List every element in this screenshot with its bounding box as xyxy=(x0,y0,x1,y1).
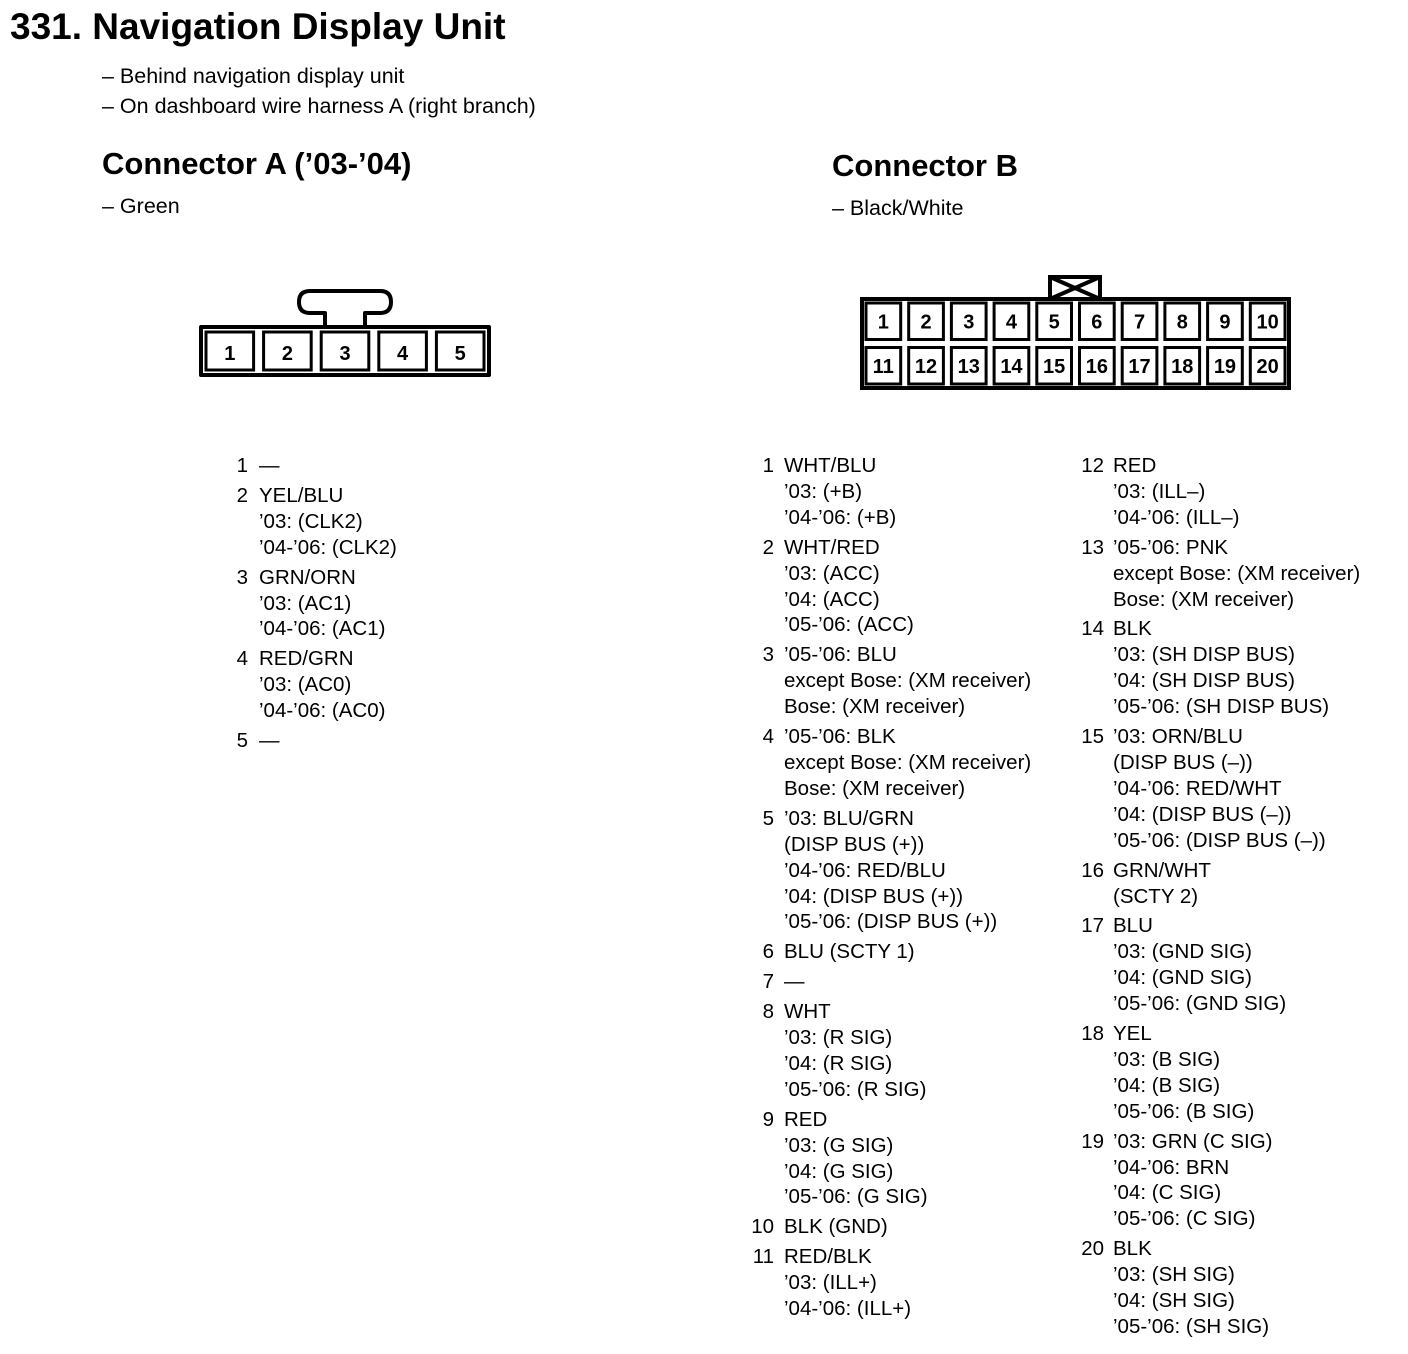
pin-entry xyxy=(218,453,397,479)
connector-b-pin-list-right xyxy=(1068,453,1360,1344)
pin-detail-line: (SCTY 2) xyxy=(1113,884,1199,908)
pin-number: 3 xyxy=(236,565,248,589)
pin-number: 11 xyxy=(752,1245,774,1269)
pin-detail-line: except Bose: (XM receiver) xyxy=(784,750,1032,774)
connector-b-cavity-label: 8 xyxy=(1176,311,1188,334)
connector-b-pin-list-left xyxy=(740,453,1031,1326)
connector-b-cavity-label: 6 xyxy=(1091,311,1103,334)
pin-detail-line: ’03: (SH DISP BUS) xyxy=(1113,643,1295,667)
pin-detail-line: except Bose: (XM receiver) xyxy=(784,669,1032,693)
connector-b-cavity-label: 3 xyxy=(963,311,975,334)
pin-number: 13 xyxy=(1081,535,1104,559)
pin-detail-line: ’03: ORN/BLU xyxy=(1113,725,1243,749)
connector-a-pin-list xyxy=(218,453,397,758)
pin-detail-line: ’04-’06: (ILL+) xyxy=(784,1297,912,1321)
pin-number: 4 xyxy=(762,725,774,749)
connector-b-cavity-label: 4 xyxy=(1005,311,1018,334)
pin-entry xyxy=(740,806,1031,936)
pin-number: 16 xyxy=(1081,858,1104,882)
connector-b-face xyxy=(856,272,1296,397)
pin-detail-line: BLK (GND) xyxy=(784,1215,888,1239)
pin-detail-line: ’03: (+B) xyxy=(784,479,863,503)
pin-entry xyxy=(740,453,1031,531)
pin-number: 3 xyxy=(762,643,774,667)
connector-b-cavity-label: 18 xyxy=(1171,355,1194,378)
pin-detail-line: (DISP BUS (+)) xyxy=(784,832,925,856)
connector-b-cavity-label: 19 xyxy=(1213,355,1237,378)
pin-entry xyxy=(1068,616,1360,720)
pin-detail-line: ’04: (R SIG) xyxy=(784,1051,893,1075)
pin-detail-line: ’03: (GND SIG) xyxy=(1113,940,1252,964)
pin-entry xyxy=(740,999,1031,1103)
pin-detail-line: ’04-’06: (AC0) xyxy=(259,699,386,723)
pin-detail-line: RED/GRN xyxy=(259,647,354,671)
pin-detail-line: ’03: (ACC) xyxy=(784,561,880,585)
pin-entry xyxy=(218,483,397,561)
connector-b-cavity-label: 7 xyxy=(1133,311,1146,334)
pin-number: 5 xyxy=(236,729,248,753)
pin-number: 2 xyxy=(762,535,774,559)
pin-detail-line: ’04-’06: RED/BLU xyxy=(784,858,946,882)
pin-detail-line: — xyxy=(259,454,280,477)
pin-number: 1 xyxy=(762,454,774,477)
pin-detail-line: ’03: (G SIG) xyxy=(784,1133,894,1157)
pin-detail-line: ’03: (CLK2) xyxy=(259,509,363,533)
pin-number: 12 xyxy=(1081,454,1104,477)
connector-b-cavity-label: 14 xyxy=(1000,355,1023,378)
pin-detail-line: ’04: (B SIG) xyxy=(1113,1073,1221,1097)
pin-detail-line: WHT/BLU xyxy=(784,454,877,477)
pin-detail-line: GRN/ORN xyxy=(259,565,356,589)
pin-detail-line: Bose: (XM receiver) xyxy=(784,695,966,719)
pin-detail-line: ’05-’06: (GND SIG) xyxy=(1113,992,1287,1016)
pin-number: 5 xyxy=(762,806,774,830)
connector-b-cavity-label: 15 xyxy=(1043,355,1066,378)
pin-number: 20 xyxy=(1081,1237,1104,1261)
pin-entry xyxy=(218,646,397,724)
pin-detail-line: ’04: (ACC) xyxy=(784,587,880,611)
pin-detail-line: ’03: (R SIG) xyxy=(784,1026,893,1050)
connector-b-color: – Black/White xyxy=(832,196,964,220)
connector-a-cavity-label: 2 xyxy=(281,343,293,365)
pin-entry xyxy=(218,565,397,643)
connector-b-cavity-label: 16 xyxy=(1085,355,1108,378)
pin-detail-line: BLU (SCTY 1) xyxy=(784,940,915,964)
pin-detail-line: except Bose: (XM receiver) xyxy=(1113,561,1361,585)
pin-entry xyxy=(740,1214,1031,1240)
pin-detail-line: ’05-’06: BLK xyxy=(784,725,896,749)
pin-detail-line: ’03: (SH SIG) xyxy=(1113,1263,1235,1287)
pin-detail-line: ’04-’06: BRN xyxy=(1113,1155,1230,1179)
pin-entry xyxy=(1068,1129,1360,1233)
pin-entry xyxy=(740,939,1031,965)
pin-detail-line: ’05-’06: (DISP BUS (+)) xyxy=(784,910,998,934)
pin-detail-line: — xyxy=(259,729,280,753)
pin-detail-line: ’03: (AC0) xyxy=(259,673,352,697)
pin-entry xyxy=(740,724,1031,802)
pin-number: 1 xyxy=(236,454,248,477)
pin-detail-line: ’04: (G SIG) xyxy=(784,1159,894,1183)
pin-detail-line: YEL/BLU xyxy=(259,483,344,507)
pin-number: 18 xyxy=(1081,1022,1104,1046)
pin-detail-line: ’04: (SH DISP BUS) xyxy=(1113,669,1295,693)
connector-a-title: Connector A (’03-’04) xyxy=(102,146,412,181)
pin-number: 15 xyxy=(1081,725,1104,749)
pin-detail-line: ’05-’06: (G SIG) xyxy=(784,1185,928,1209)
pin-entry xyxy=(1068,1021,1360,1125)
pin-number: 7 xyxy=(762,970,774,994)
connector-b-cavity-label: 1 xyxy=(877,311,889,334)
pin-number: 14 xyxy=(1081,617,1104,641)
pin-detail-line: BLU xyxy=(1113,914,1153,938)
pin-entry xyxy=(740,1107,1031,1211)
pin-entry xyxy=(740,642,1031,720)
pin-detail-line: BLK xyxy=(1113,1237,1152,1261)
pin-number: 17 xyxy=(1081,914,1104,938)
pin-entry xyxy=(1068,913,1360,1017)
connector-b-cavity-label: 20 xyxy=(1256,355,1279,378)
pin-number: 9 xyxy=(762,1107,774,1131)
connector-b-title: Connector B xyxy=(832,148,1018,183)
pin-entry xyxy=(740,535,1031,639)
connector-b-cavity-label: 5 xyxy=(1048,311,1060,334)
pin-detail-line: ’04: (DISP BUS (–)) xyxy=(1113,802,1292,826)
pin-detail-line: ’04: (DISP BUS (+)) xyxy=(784,884,964,908)
connector-b-cavity-label: 11 xyxy=(872,355,894,378)
connector-a-color: – Green xyxy=(102,194,180,218)
connector-b-cavity-label: 10 xyxy=(1256,311,1279,334)
pin-detail-line: RED xyxy=(1113,454,1157,477)
pin-entry xyxy=(218,728,397,754)
pin-detail-line: GRN/WHT xyxy=(1113,858,1211,882)
pin-detail-line: ’05-’06: (C SIG) xyxy=(1113,1207,1256,1231)
pin-entry xyxy=(1068,1236,1360,1340)
connector-a-cavity-label: 5 xyxy=(454,343,466,365)
location-notes xyxy=(102,61,536,121)
pin-entry xyxy=(1068,535,1360,613)
pin-detail-line: ’05-’06: (SH SIG) xyxy=(1113,1315,1270,1338)
pin-number: 6 xyxy=(762,940,774,964)
pin-detail-line: — xyxy=(784,970,805,994)
pin-detail-line: ’04-’06: (ILL–) xyxy=(1113,505,1240,529)
pin-entry xyxy=(740,1244,1031,1322)
pin-detail-line: ’04-’06: (+B) xyxy=(784,505,897,529)
pin-number: 19 xyxy=(1081,1129,1104,1153)
pin-detail-line: ’04: (SH SIG) xyxy=(1113,1289,1235,1313)
pin-detail-line: ’03: (AC1) xyxy=(259,591,352,615)
pin-detail-line: ’04-’06: RED/WHT xyxy=(1113,776,1282,800)
pin-detail-line: Bose: (XM receiver) xyxy=(784,776,966,800)
pin-detail-line: ’04: (C SIG) xyxy=(1113,1181,1222,1205)
pin-detail-line: Bose: (XM receiver) xyxy=(1113,587,1295,611)
pin-number: 2 xyxy=(236,483,248,507)
pin-entry xyxy=(740,969,1031,995)
page-title: 331. Navigation Display Unit xyxy=(10,6,506,47)
pin-detail-line: ’04: (GND SIG) xyxy=(1113,966,1252,990)
connector-a-cavity-label: 3 xyxy=(339,343,351,365)
connector-a-cavity-label: 1 xyxy=(224,343,236,365)
location-note: – Behind navigation display unit xyxy=(102,64,405,88)
pin-detail-line: ’05-’06: (ACC) xyxy=(784,613,914,637)
pin-detail-line: RED xyxy=(784,1107,828,1131)
pin-detail-line: ’04-’06: (AC1) xyxy=(259,617,386,641)
pin-detail-line: ’03: (ILL–) xyxy=(1113,479,1206,503)
pin-detail-line: (DISP BUS (–)) xyxy=(1113,750,1253,774)
pin-detail-line: ’05-’06: (SH DISP BUS) xyxy=(1113,695,1330,719)
pin-number: 4 xyxy=(236,647,248,671)
pin-entry xyxy=(1068,858,1360,910)
pin-number: 10 xyxy=(751,1215,774,1239)
pin-detail-line: ’05-’06: BLU xyxy=(784,643,897,667)
connector-b-cavity-label: 17 xyxy=(1128,355,1151,378)
connector-b-cavity-label: 12 xyxy=(914,355,938,378)
connector-b-cavity-label: 13 xyxy=(957,355,980,378)
pin-entry xyxy=(1068,453,1360,531)
connector-a-cavity-label: 4 xyxy=(397,343,409,365)
pin-detail-line: RED/BLK xyxy=(784,1245,872,1269)
pin-detail-line: ’05-’06: PNK xyxy=(1113,535,1229,559)
pin-detail-line: ’03: BLU/GRN xyxy=(784,806,914,830)
connector-b-cavity-label: 2 xyxy=(920,311,932,334)
pin-detail-line: ’03: (B SIG) xyxy=(1113,1047,1221,1071)
pin-detail-line: BLK xyxy=(1113,617,1152,641)
pin-detail-line: ’05-’06: (R SIG) xyxy=(784,1077,927,1101)
connector-a-face xyxy=(195,288,495,383)
pin-number: 8 xyxy=(762,1000,774,1024)
pin-entry xyxy=(1068,724,1360,854)
pin-detail-line: WHT xyxy=(784,1000,831,1024)
pin-detail-line: WHT/RED xyxy=(784,535,880,559)
pin-detail-line: ’03: GRN (C SIG) xyxy=(1113,1129,1273,1153)
pin-detail-line: ’03: (ILL+) xyxy=(784,1271,877,1295)
pin-detail-line: YEL xyxy=(1113,1022,1152,1046)
connector-b-cavity-label: 9 xyxy=(1219,311,1231,334)
pin-detail-line: ’04-’06: (CLK2) xyxy=(259,535,397,559)
location-note: – On dashboard wire harness A (right branch) xyxy=(102,94,536,118)
pin-detail-line: ’05-’06: (B SIG) xyxy=(1113,1099,1255,1123)
pin-detail-line: ’05-’06: (DISP BUS (–)) xyxy=(1113,828,1326,852)
